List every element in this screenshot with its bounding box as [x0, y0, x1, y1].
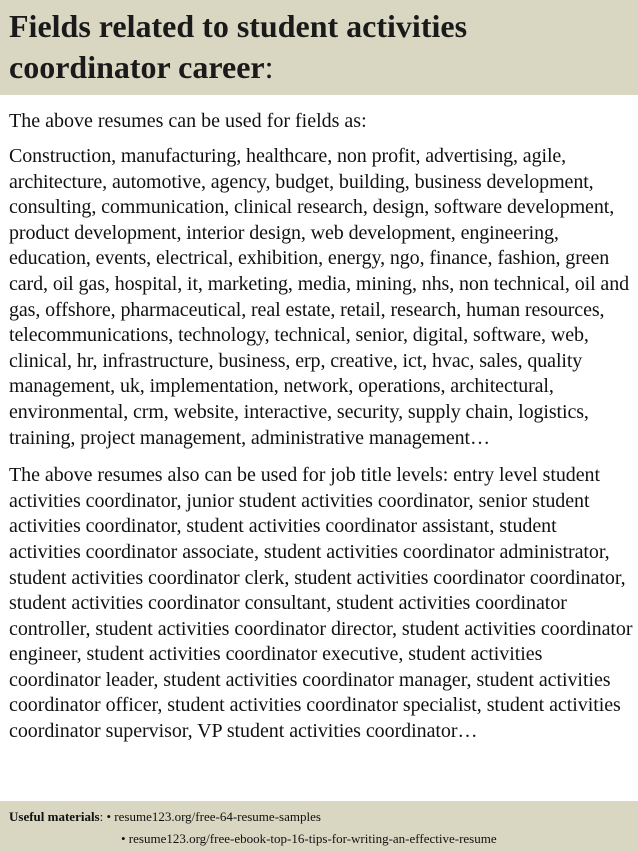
page-title-colon: :: [264, 49, 274, 85]
title-banner: [0, 0, 638, 95]
footer-separator: :: [99, 809, 107, 824]
main-content: [9, 108, 633, 802]
footer-line-1: [9, 809, 321, 825]
footer-link-samples[interactable]: • resume123.org/free-64-resume-samples: [106, 809, 321, 824]
useful-materials-label: Useful materials: [9, 809, 100, 824]
footer-link-ebook[interactable]: • resume123.org/free-ebook-top-16-tips-for-writing-an-effective-resume: [121, 831, 497, 846]
intro-text: The above resumes can be used for fields as:: [9, 110, 367, 132]
page-title-text: Fields related to student activities coordinator career: [9, 8, 468, 85]
page-title: [0, 0, 638, 88]
job-levels-paragraph: The above resumes also can be used for job title levels: entry level student activities coordinator, junior student activities coordinator, senior student activities coordinator, student activities coordinator assistant, student activities coordinator associate, student activities coordinator administrator, student activities coordinator clerk, student activities coordinator coordinator, student activities coordinator consultant, student activities coordinator controller, student activities coordinator director, student activities coordinator engineer, student activities coordinator executive, student activities coordinator leader, student activities coordinator manager, student activities coordinator officer, student activities coordinator specialist, student activities coordinator supervisor, VP student activities coordinator…: [9, 464, 633, 743]
fields-list-paragraph: Construction, manufacturing, healthcare, non profit, advertising, agile, architecture, automotive, agency, budget, building, business development, consulting, communication, clinical research, design, software development, product development, interior design, web development, engineering, education, events, electrical, exhibition, energy, ngo, finance, fashion, green card, oil gas, hospital, it, marketing, media, mining, nhs, non technical, oil and gas, offshore, pharmaceutical, real estate, retail, research, human resources, telecommunications, technology, technical, senior, digital, software, web, clinical, hr, infrastructure, business, erp, creative, ict, hvac, sales, quality management, uk, implementation, network, operations, architectural, environmental, crm, website, interactive, security, supply chain, logistics, training, project management, administrative management…: [9, 145, 630, 449]
footer-banner: [0, 801, 638, 851]
footer-line-2: [121, 831, 497, 847]
